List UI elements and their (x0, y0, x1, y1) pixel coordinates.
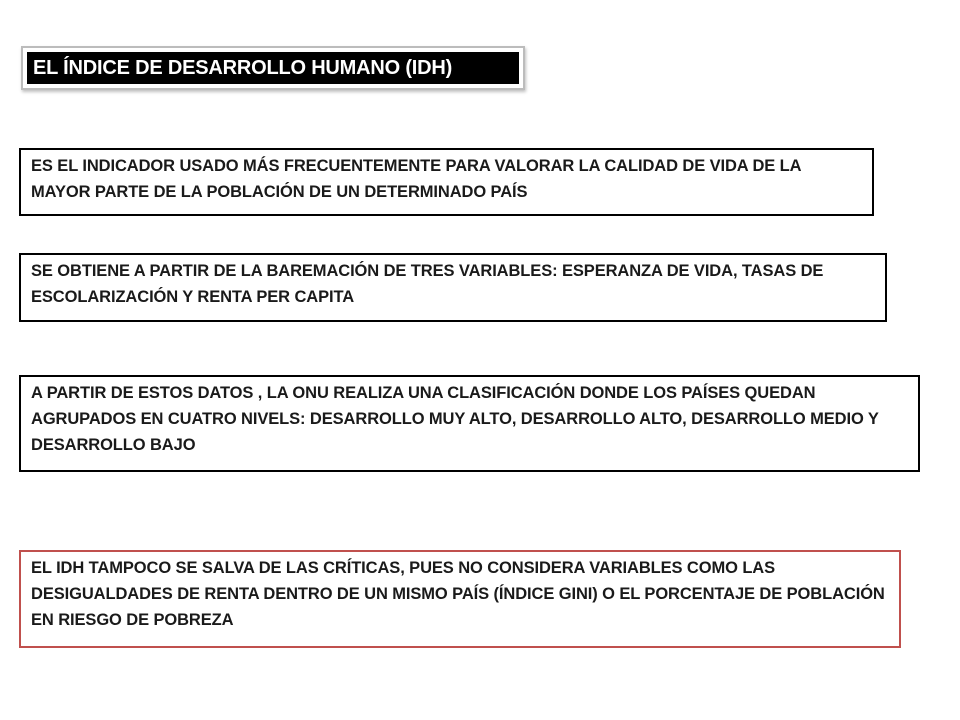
classification-text: A PARTIR DE ESTOS DATOS , LA ONU REALIZA UNA CLASIFICACIÓN DONDE LOS PAÍSES QUEDAN AGRUPADOS EN CUATRO NIVELS: DESARROLLO MUY ALTO, DESARROLLO ALTO, DESARROLLO MEDIO Y DESARROLLO BAJO (31, 384, 879, 454)
slide-title: EL ÍNDICE DE DESARROLLO HUMANO (IDH) (27, 52, 519, 84)
definition-text: ES EL INDICADOR USADO MÁS FRECUENTEMENTE PARA VALORAR LA CALIDAD DE VIDA DE LA MAYOR PARTE DE LA POBLACIÓN DE UN DETERMINADO PAÍS (31, 157, 801, 201)
variables-textbox (19, 253, 887, 322)
classification-textbox (19, 375, 920, 472)
title-frame (21, 46, 525, 90)
definition-textbox (19, 148, 874, 216)
critique-textbox (19, 550, 901, 648)
critique-text: EL IDH TAMPOCO SE SALVA DE LAS CRÍTICAS, PUES NO CONSIDERA VARIABLES COMO LAS DESIGUALDADES DE RENTA DENTRO DE UN MISMO PAÍS (ÍNDICE GINI) O EL PORCENTAJE DE POBLACIÓN EN RIESGO DE POBREZA (31, 559, 885, 629)
variables-text: SE OBTIENE A PARTIR DE LA BAREMACIÓN DE TRES VARIABLES: ESPERANZA DE VIDA, TASAS DE ESCOLARIZACIÓN Y RENTA PER CAPITA (31, 262, 824, 306)
